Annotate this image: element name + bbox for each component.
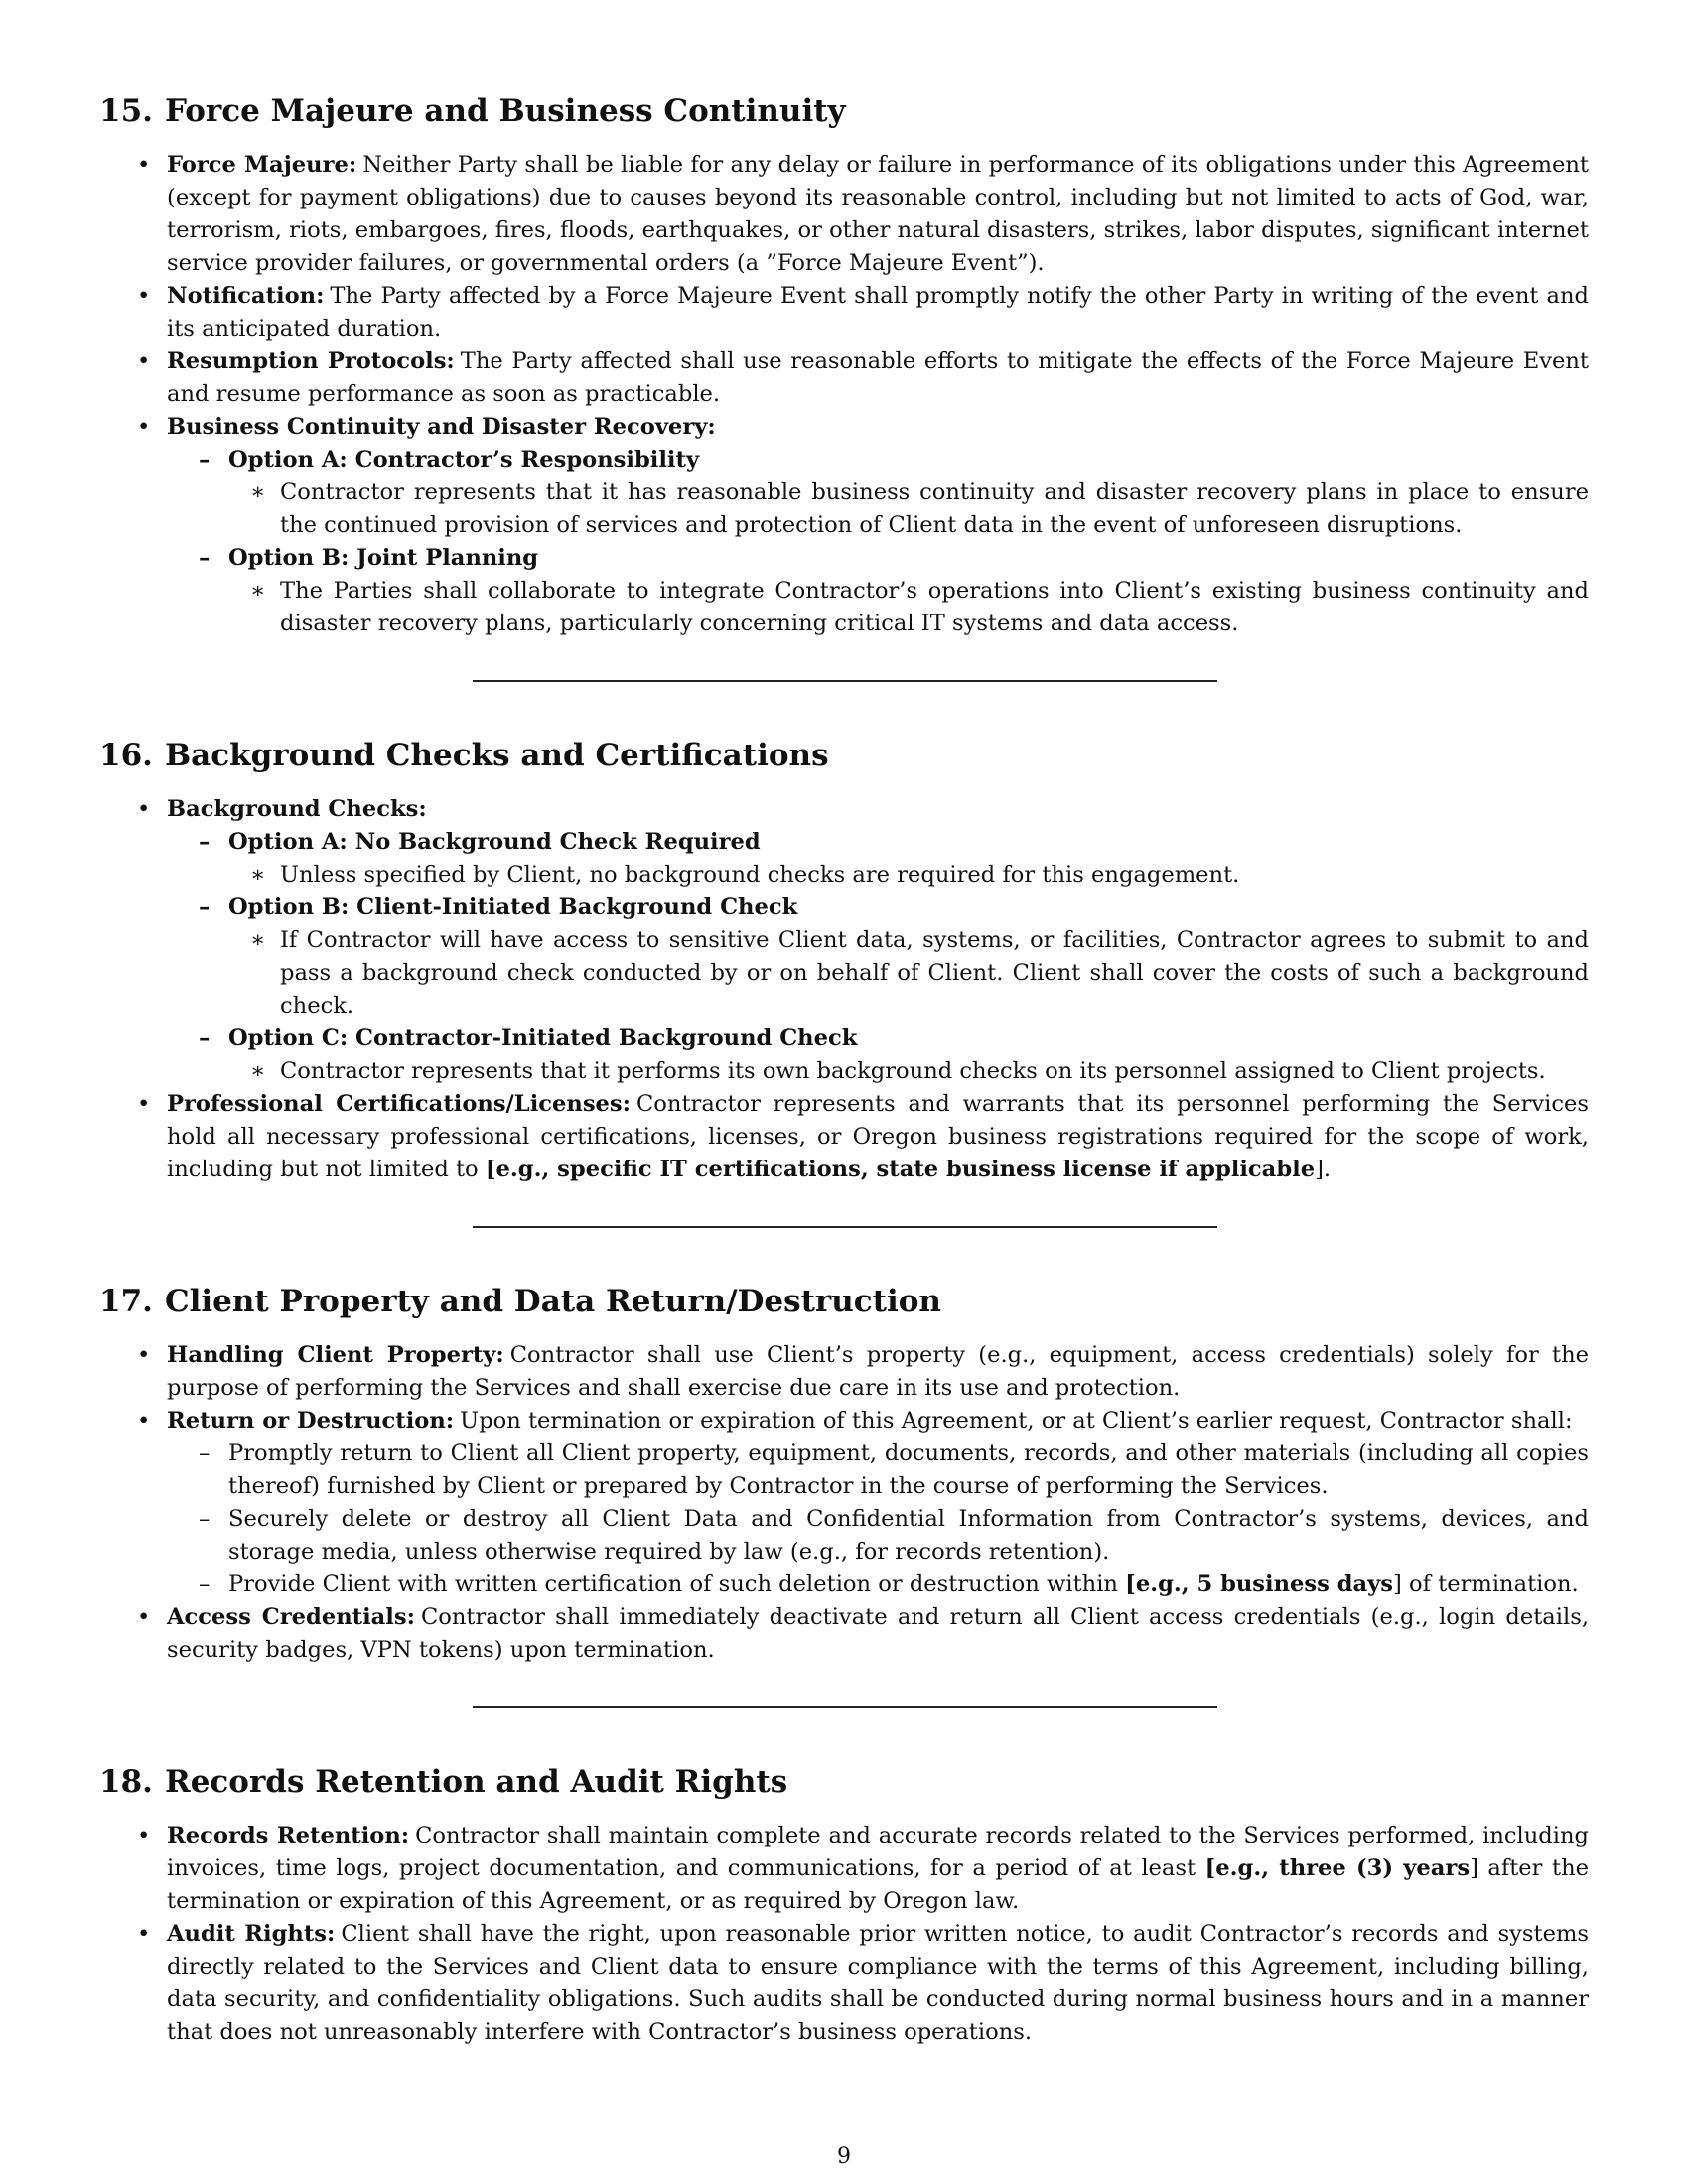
section-heading: 15. Force Majeure and Business Continuity	[99, 93, 846, 129]
option-title: – Option A: No Background Check Required	[99, 826, 1589, 859]
option-text: ∗ Contractor represents that it has reasonable business continuity and disaster recovery plans in place to ensure the continued provision of services and protection of Client data in the event of unforeseen disruptions.	[99, 477, 1589, 542]
option-title: – Option B: Joint Planning	[99, 542, 1589, 575]
list-item: • Force Majeure: Neither Party shall be liable for any delay or failure in performance of its obligations under this Agreement (except for payment obligations) due to causes beyond its reasonable control, including but not limited to acts of God, war, terrorism, riots, embargoes, fires, floods, earthquakes, or other natural disasters, strikes, labor disputes, significant internet service provider failures, or governmental orders (a ”Force Majeure Event”).	[99, 149, 1589, 280]
sub-item: – Promptly return to Client all Client property, equipment, documents, records, and other materials (including all copies thereof) furnished by Client or prepared by Contractor in the course of performing the Services.	[99, 1437, 1589, 1503]
section-list	[99, 149, 1589, 640]
section-16	[99, 736, 1589, 1228]
page-number: 9	[837, 2144, 851, 2169]
section-heading: 17. Client Property and Data Return/Destruction	[99, 1284, 941, 1319]
section-17	[99, 1282, 1589, 1708]
sub-item: – Provide Client with written certification of such deletion or destruction within [e.g., 5 business days] of termination.	[99, 1569, 1589, 1601]
section-divider	[473, 1706, 1217, 1708]
option-title: – Option A: Contractor’s Responsibility	[99, 444, 1589, 477]
sub-item: – Securely delete or destroy all Client Data and Confidential Information from Contractor’s systems, devices, and storage media, unless otherwise required by law (e.g., for records retention).	[99, 1503, 1589, 1569]
option-text: ∗ If Contractor will have access to sensitive Client data, systems, or facilities, Contractor agrees to submit to and pass a background check conducted by or on behalf of Client. Client shall cover the costs of such a background check.	[99, 924, 1589, 1023]
list-item: • Professional Certifications/Licenses: Contractor represents and warrants that its personnel performing the Services hold all necessary professional certifications, licenses, or Oregon business registrations required for the scope of work, including but not limited to [e.g., specific IT certifications, state business license if applicable].	[99, 1088, 1589, 1186]
option-title: – Option C: Contractor-Initiated Background Check	[99, 1023, 1589, 1055]
list-item: • Return or Destruction: Upon termination or expiration of this Agreement, or at Client’s earlier request, Contractor shall:	[99, 1405, 1589, 1437]
section-heading: 16. Background Checks and Certifications	[99, 738, 829, 773]
option-text: ∗ Contractor represents that it performs its own background checks on its personnel assigned to Client projects.	[99, 1055, 1589, 1088]
list-item: • Background Checks:	[99, 793, 1589, 826]
list-item: • Records Retention: Contractor shall maintain complete and accurate records related to the Services performed, including invoices, time logs, project documentation, and communications, for a period of at least [e.g., three (3) years] after the termination or expiration of this Agreement, or as required by Oregon law.	[99, 1820, 1589, 1918]
list-item: • Access Credentials: Contractor shall immediately deactivate and return all Client access credentials (e.g., login details, security badges, VPN tokens) upon termination.	[99, 1601, 1589, 1667]
section-list	[99, 793, 1589, 1186]
section-divider	[473, 1226, 1217, 1228]
section-18	[99, 1762, 1589, 2049]
list-item: • Business Continuity and Disaster Recovery:	[99, 411, 1589, 444]
list-item: • Audit Rights: Client shall have the right, upon reasonable prior written notice, to audit Contractor’s records and systems directly related to the Services and Client data to ensure compliance with the terms of this Agreement, including billing, data security, and confidentiality obligations. Such audits shall be conducted during normal business hours and in a manner that does not unreasonably interfere with Contractor’s business operations.	[99, 1918, 1589, 2049]
option-text: ∗ The Parties shall collaborate to integrate Contractor’s operations into Client’s existing business continuity and disaster recovery plans, particularly concerning critical IT systems and data access.	[99, 575, 1589, 640]
section-divider	[473, 680, 1217, 682]
list-item: • Resumption Protocols: The Party affected shall use reasonable efforts to mitigate the effects of the Force Majeure Event and resume performance as soon as practicable.	[99, 345, 1589, 411]
option-text: ∗ Unless specified by Client, no background checks are required for this engagement.	[99, 859, 1589, 891]
list-item: • Handling Client Property: Contractor shall use Client’s property (e.g., equipment, access credentials) solely for the purpose of performing the Services and shall exercise due care in its use and protection.	[99, 1339, 1589, 1405]
section-list	[99, 1820, 1589, 2049]
section-heading: 18. Records Retention and Audit Rights	[99, 1764, 788, 1800]
list-item: • Notification: The Party affected by a Force Majeure Event shall promptly notify the other Party in writing of the event and its anticipated duration.	[99, 280, 1589, 345]
section-15	[99, 91, 1589, 682]
document-page	[99, 91, 1589, 2103]
option-title: – Option B: Client-Initiated Background Check	[99, 891, 1589, 924]
section-list	[99, 1339, 1589, 1667]
